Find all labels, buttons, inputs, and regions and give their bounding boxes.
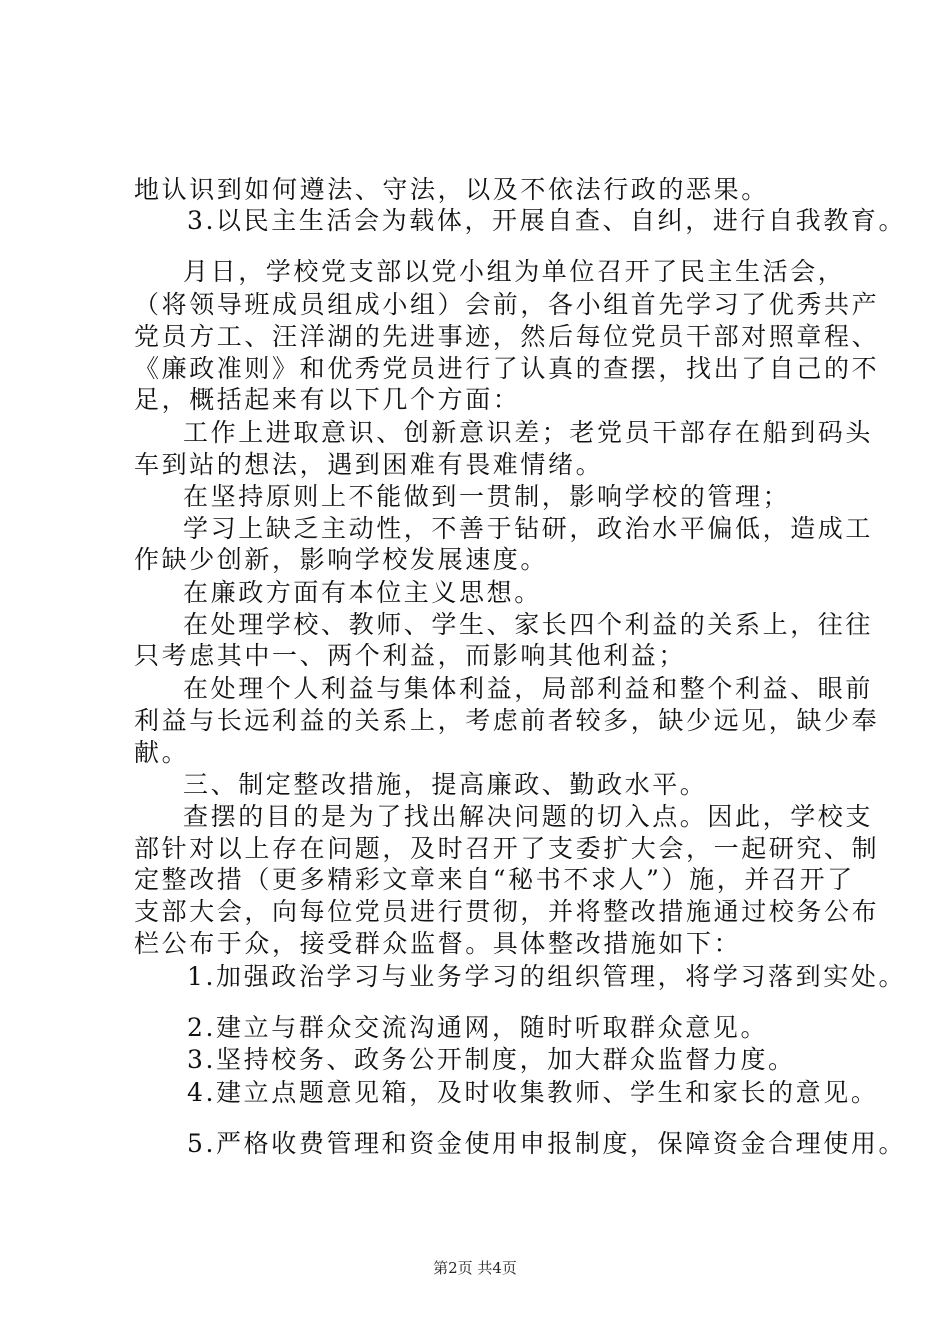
text-line-28: 4.建立点题意见箱，及时收集教师、学生和家长的意见。: [187, 1078, 879, 1107]
text-line-26: 2.建立与群众交流沟通网，随时听取群众意见。: [187, 1013, 769, 1042]
text-line-9: 车到站的想法，遇到困难有畏难情绪。: [134, 450, 604, 479]
text-line-20: 查摆的目的是为了找出解决问题的切入点。因此，学校支: [183, 802, 874, 831]
text-line-14: 在处理学校、教师、学生、家长四个利益的关系上，往往: [183, 610, 874, 639]
text-line-19: 三、制定整改措施，提高廉政、勤政水平。: [183, 770, 708, 799]
text-line-29: 5.严格收费管理和资金使用申报制度，保障资金合理使用。: [187, 1129, 907, 1158]
text-line-12: 作缺少创新，影响学校发展速度。: [134, 545, 549, 574]
text-line-15: 只考虑其中一、两个利益，而影响其他利益；: [134, 641, 687, 670]
text-line-1: 地认识到如何遵法、守法，以及不依法行政的恶果。: [134, 175, 769, 204]
text-line-23: 支部大会，向每位党员进行贯彻，并将整改措施通过校务公布: [134, 897, 880, 926]
page-number: 第2页 共4页: [433, 1259, 517, 1277]
text-line-18: 献。: [134, 738, 190, 767]
text-line-27: 3.坚持校务、政务公开制度，加大群众监督力度。: [187, 1045, 796, 1074]
text-line-17: 利益与长远利益的关系上，考虑前者较多，缺少远见，缺少奉: [134, 706, 880, 735]
text-line-5: 党员方工、汪洋湖的先进事迹，然后每位党员干部对照章程、: [134, 322, 880, 351]
text-line-2: 3.以民主生活会为载体，开展自查、自纠，进行自我教育。: [187, 206, 907, 235]
text-line-6: 《廉政准则》和优秀党员进行了认真的查摆，找出了自己的不: [134, 354, 880, 383]
text-line-11: 学习上缺乏主动性，不善于钻研，政治水平偏低，造成工: [183, 514, 874, 543]
text-line-4: （将领导班成员组成小组）会前，各小组首先学习了优秀共产: [134, 290, 880, 319]
text-line-3: 月日，学校党支部以党小组为单位召开了民主生活会，: [183, 257, 846, 286]
text-line-22: 定整改措（更多精彩文章来自“秘书不求人”）施，并召开了: [134, 865, 855, 894]
text-line-7: 足，概括起来有以下几个方面：: [134, 385, 521, 414]
text-line-24: 栏公布于众，接受群众监督。具体整改措施如下：: [134, 929, 742, 958]
text-line-10: 在坚持原则上不能做到一贯制，影响学校的管理；: [183, 482, 791, 511]
text-line-8: 工作上进取意识、创新意识差；老党员干部存在船到码头: [183, 418, 874, 447]
text-line-13: 在廉政方面有本位主义思想。: [183, 578, 542, 607]
text-line-21: 部针对以上存在问题，及时召开了支委扩大会，一起研究、制: [134, 834, 880, 863]
text-line-16: 在处理个人利益与集体利益，局部利益和整个利益、眼前: [183, 674, 874, 703]
text-line-25: 1.加强政治学习与业务学习的组织管理，将学习落到实处。: [187, 962, 907, 991]
